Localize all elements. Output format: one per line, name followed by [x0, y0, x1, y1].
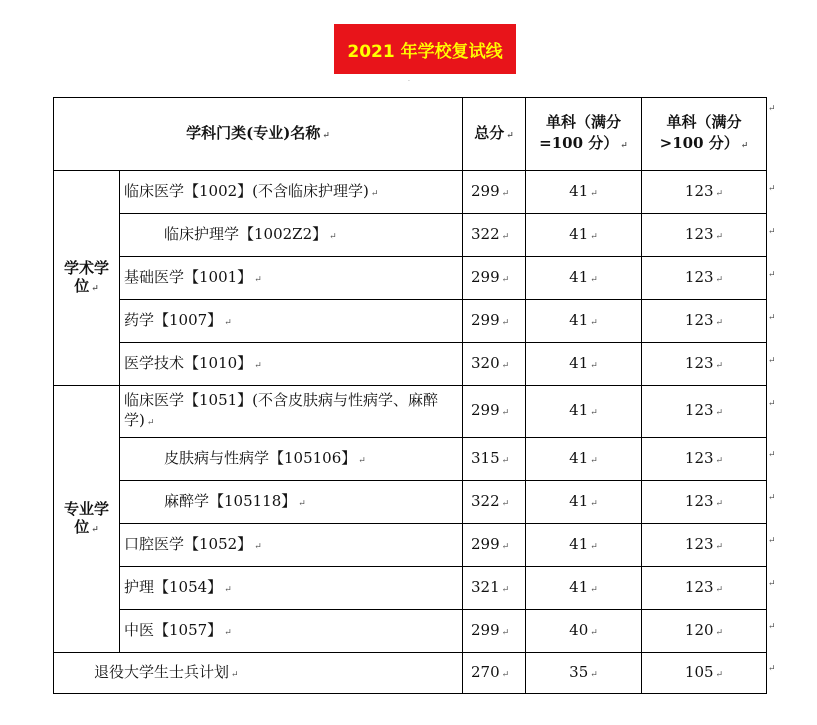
row-name: 基础医学【1001】 ↵	[120, 257, 463, 300]
row-total: 299 ↵	[463, 610, 526, 653]
row-s100: 41 ↵	[526, 214, 642, 257]
table-row-veterans	[54, 653, 767, 694]
row-sgt100: 120 ↵	[642, 610, 767, 653]
row-name: 退役大学生士兵计划 ↵	[54, 653, 463, 694]
row-s100: 41 ↵	[526, 171, 642, 214]
row-sgt100: 123 ↵	[642, 567, 767, 610]
row-total: 299 ↵	[463, 257, 526, 300]
row-s100: 41 ↵	[526, 386, 642, 438]
row-end-mark: ↵	[768, 450, 776, 460]
row-end-mark: ↵	[768, 313, 776, 323]
row-s100: 41 ↵	[526, 567, 642, 610]
page-title: 2021 年学校复试线	[334, 24, 516, 74]
header-single-gt100: 单科（满分>100 分） ↵	[642, 98, 767, 171]
row-sgt100: 123 ↵	[642, 438, 767, 481]
table-row	[54, 171, 767, 214]
row-s100: 41 ↵	[526, 481, 642, 524]
row-name: 临床医学【1002】(不含临床护理学) ↵	[120, 171, 463, 214]
table-row	[54, 567, 767, 610]
row-total: 322 ↵	[463, 481, 526, 524]
row-end-mark: ↵	[768, 536, 776, 546]
group-label-academic: 学术学位 ↵	[54, 171, 120, 386]
row-sgt100: 123 ↵	[642, 257, 767, 300]
row-end-mark: ↵	[768, 184, 776, 194]
row-sgt100: 105 ↵	[642, 653, 767, 694]
row-end-mark: ↵	[768, 579, 776, 589]
row-sgt100: 123 ↵	[642, 171, 767, 214]
row-end-mark: ↵	[768, 104, 776, 114]
row-s100: 41 ↵	[526, 524, 642, 567]
row-end-mark: ↵	[768, 399, 776, 409]
table-header-row	[54, 98, 767, 171]
table-row	[54, 257, 767, 300]
row-total: 299 ↵	[463, 300, 526, 343]
table-row	[54, 214, 767, 257]
row-name: 口腔医学【1052】 ↵	[120, 524, 463, 567]
header-name: 学科门类(专业)名称 ↵	[54, 98, 463, 171]
row-total: 299 ↵	[463, 524, 526, 567]
row-total: 299 ↵	[463, 386, 526, 438]
row-s100: 41 ↵	[526, 438, 642, 481]
row-end-mark: ↵	[768, 227, 776, 237]
score-table	[53, 97, 767, 694]
row-total: 322 ↵	[463, 214, 526, 257]
group-label-professional: 专业学位 ↵	[54, 386, 120, 653]
row-sgt100: 123 ↵	[642, 386, 767, 438]
row-name: 护理【1054】 ↵	[120, 567, 463, 610]
table-row	[54, 343, 767, 386]
header-total: 总分 ↵	[463, 98, 526, 171]
row-sgt100: 123 ↵	[642, 481, 767, 524]
table-row	[54, 481, 767, 524]
row-total: 321 ↵	[463, 567, 526, 610]
row-name: 皮肤病与性病学【105106】 ↵	[120, 438, 463, 481]
table-row	[54, 300, 767, 343]
row-name: 麻醉学【105118】 ↵	[120, 481, 463, 524]
table-row	[54, 524, 767, 567]
row-name: 中医【1057】 ↵	[120, 610, 463, 653]
row-total: 315 ↵	[463, 438, 526, 481]
row-end-mark: ↵	[768, 622, 776, 632]
row-end-mark: ↵	[768, 356, 776, 366]
table-row	[54, 438, 767, 481]
row-sgt100: 123 ↵	[642, 300, 767, 343]
table-row	[54, 386, 767, 438]
row-sgt100: 123 ↵	[642, 343, 767, 386]
row-s100: 35 ↵	[526, 653, 642, 694]
tiny-mark: .	[408, 76, 410, 83]
row-sgt100: 123 ↵	[642, 524, 767, 567]
row-s100: 41 ↵	[526, 343, 642, 386]
row-name: 医学技术【1010】 ↵	[120, 343, 463, 386]
row-name: 临床医学【1051】(不含皮肤病与性病学、麻醉学) ↵	[120, 386, 463, 438]
row-s100: 41 ↵	[526, 257, 642, 300]
row-s100: 40 ↵	[526, 610, 642, 653]
table-row	[54, 610, 767, 653]
row-total: 299 ↵	[463, 171, 526, 214]
row-total: 270 ↵	[463, 653, 526, 694]
row-end-mark: ↵	[768, 664, 776, 674]
header-single-100: 单科（满分=100 分） ↵	[526, 98, 642, 171]
row-name: 药学【1007】 ↵	[120, 300, 463, 343]
row-name: 临床护理学【1002Z2】 ↵	[120, 214, 463, 257]
row-total: 320 ↵	[463, 343, 526, 386]
row-end-mark: ↵	[768, 270, 776, 280]
row-end-mark: ↵	[768, 493, 776, 503]
row-sgt100: 123 ↵	[642, 214, 767, 257]
row-s100: 41 ↵	[526, 300, 642, 343]
